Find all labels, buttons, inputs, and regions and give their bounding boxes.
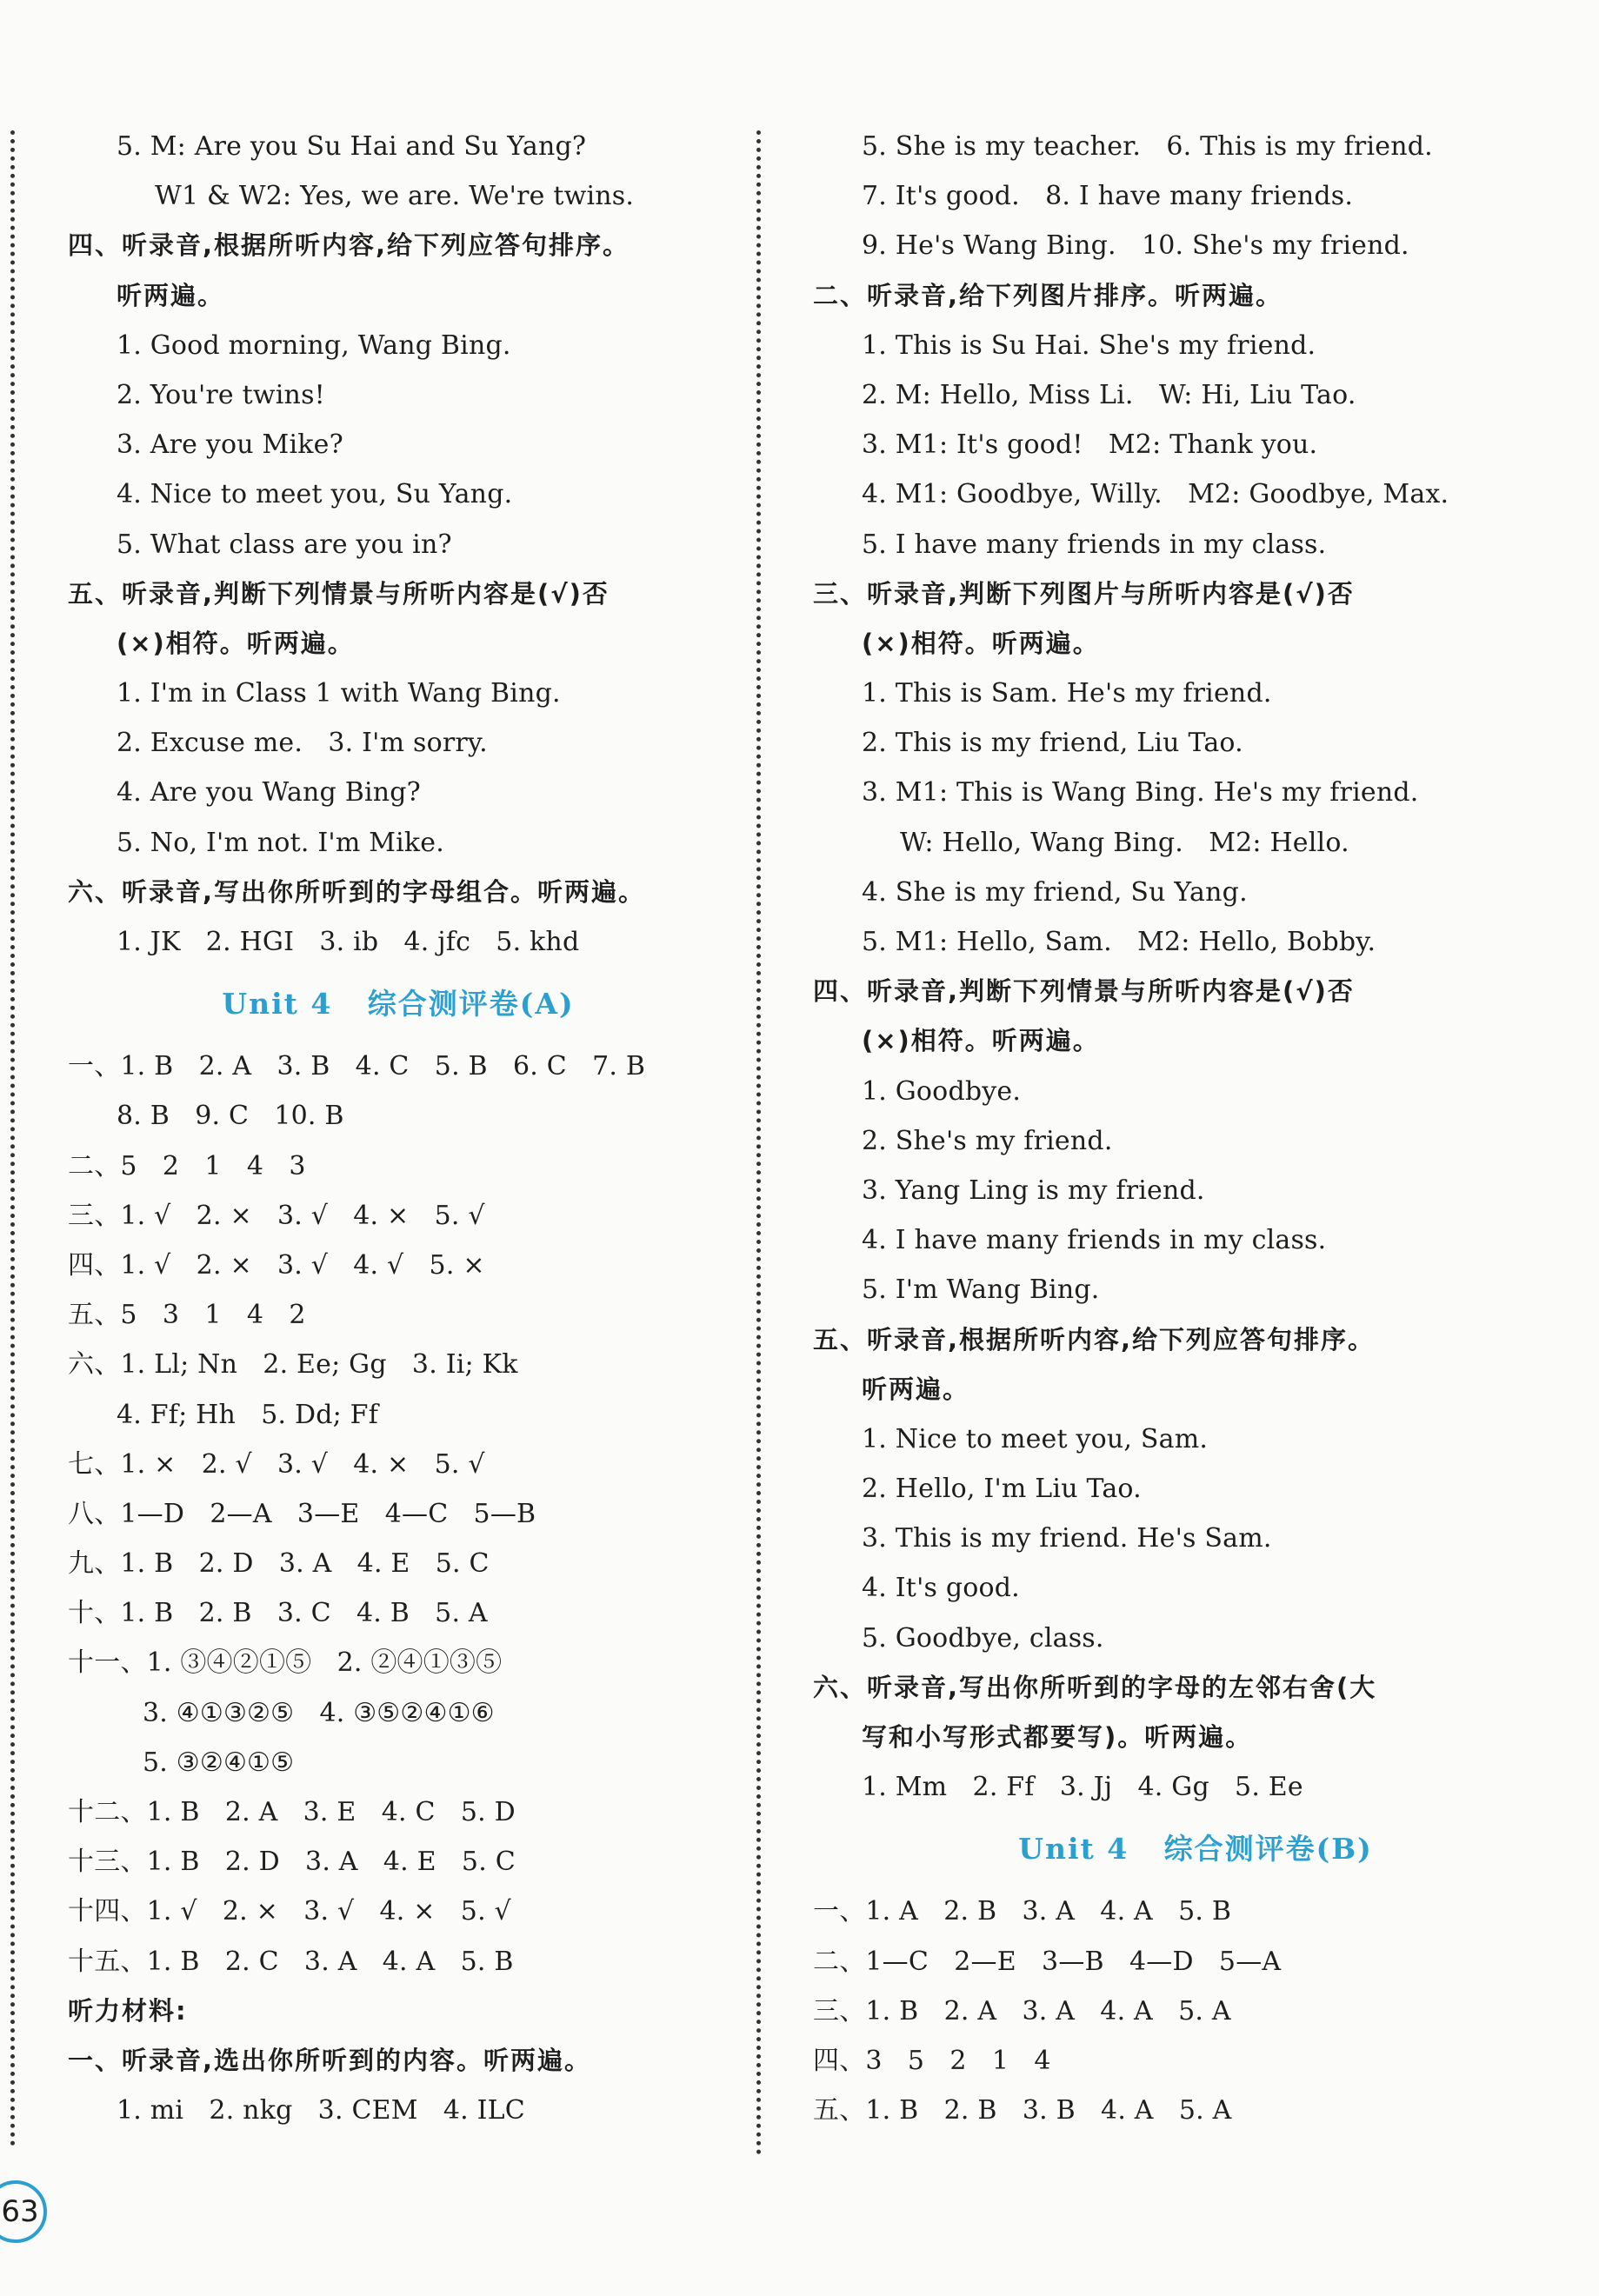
right-column-line-18: 四、听录音,判断下列情景与所听内容是(√)否 (813, 976, 1355, 1007)
right-column-line-19: (×)相符。听两遍。 (862, 1026, 1100, 1056)
right-column-line-40: 五、1. B 2. B 3. B 4. A 5. A (813, 2095, 1232, 2126)
right-column-line-17: 5. M1: Hello, Sam. M2: Hello, Bobby. (862, 927, 1376, 957)
right-column-line-2: 7. It's good. 8. I have many friends. (862, 181, 1354, 212)
right-column-line-21: 2. She's my friend. (862, 1125, 1113, 1156)
left-column-line-38: 听力材料: (68, 1995, 188, 2026)
right-column-line-23: 4. I have many friends in my class. (862, 1225, 1327, 1256)
left-column-line-4: 听两遍。 (117, 280, 225, 310)
right-column-line-10: 三、听录音,判断下列图片与所听内容是(√)否 (813, 578, 1355, 609)
left-column-line-14: 4. Are you Wang Bing? (117, 777, 421, 809)
left-column-line-8: 4. Nice to meet you, Su Yang. (117, 479, 513, 510)
right-column-line-39: 四、3 5 2 1 4 (813, 2045, 1051, 2076)
left-column-line-20: 8. B 9. C 10. B (117, 1101, 344, 1132)
left-column-line-37: 十五、1. B 2. C 3. A 4. A 5. B (68, 1946, 514, 1977)
left-column-line-39: 一、听录音,选出你所听到的内容。听两遍。 (68, 2045, 592, 2075)
right-column-line-7: 3. M1: It's good! M2: Thank you. (862, 429, 1318, 461)
right-column (813, 122, 1578, 2135)
right-column-line-4: 二、听录音,给下列图片排序。听两遍。 (813, 280, 1283, 310)
left-column-line-10: 五、听录音,判断下列情景与所听内容是(√)否 (68, 578, 610, 609)
left-column-line-15: 5. No, I'm not. I'm Mike. (117, 827, 444, 858)
left-column-line-30: 十、1. B 2. B 3. C 4. B 5. A (68, 1598, 488, 1629)
left-column-line-11: (×)相符。听两遍。 (117, 628, 355, 658)
left-column-line-9: 5. What class are you in? (117, 529, 452, 560)
right-column-line-8: 4. M1: Goodbye, Willy. M2: Goodbye, Max. (862, 479, 1449, 510)
left-column-line-22: 三、1. √ 2. × 3. √ 4. × 5. √ (68, 1200, 485, 1231)
right-column-line-24: 5. I'm Wang Bing. (862, 1274, 1100, 1306)
left-column-line-6: 2. You're twins! (117, 379, 325, 410)
left-column-line-25: 六、1. Ll; Nn 2. Ee; Gg 3. Ii; Kk (68, 1349, 518, 1381)
right-column-line-35: Unit 4 综合测评卷(B) (1018, 1832, 1373, 1867)
right-column-line-38: 三、1. B 2. A 3. A 4. A 5. A (813, 1995, 1231, 2026)
right-column-line-3: 9. He's Wang Bing. 10. She's my friend. (862, 230, 1409, 262)
right-column-line-30: 4. It's good. (862, 1573, 1020, 1604)
right-column-line-13: 2. This is my friend, Liu Tao. (862, 728, 1243, 759)
right-column-line-36: 一、1. A 2. B 3. A 4. A 5. B (813, 1896, 1232, 1927)
left-column-line-21: 二、5 2 1 4 3 (68, 1150, 306, 1181)
left-dotted-binding-line (10, 130, 15, 2147)
left-column-line-7: 3. Are you Mike? (117, 429, 343, 461)
right-column-line-1: 5. She is my teacher. 6. This is my friend. (862, 131, 1433, 162)
right-column-line-33: 写和小写形式都要写)。听两遍。 (862, 1722, 1253, 1752)
left-column-line-5: 1. Good morning, Wang Bing. (117, 329, 511, 361)
right-column-line-22: 3. Yang Ling is my friend. (862, 1175, 1205, 1206)
right-column-line-15: W: Hello, Wang Bing. M2: Hello. (900, 827, 1349, 858)
left-column-line-23: 四、1. √ 2. × 3. √ 4. √ 5. × (68, 1249, 485, 1281)
left-column-line-34: 十二、1. B 2. A 3. E 4. C 5. D (68, 1797, 516, 1827)
right-column-line-28: 2. Hello, I'm Liu Tao. (862, 1474, 1142, 1505)
left-column-line-24: 五、5 3 1 4 2 (68, 1300, 306, 1331)
left-column-line-31: 十一、1. ③④②①⑤ 2. ②④①③⑤ (68, 1647, 503, 1679)
center-dotted-divider (756, 130, 761, 2156)
right-column-line-12: 1. This is Sam. He's my friend. (862, 678, 1272, 709)
left-column-line-13: 2. Excuse me. 3. I'm sorry. (117, 728, 488, 759)
right-column-line-26: 听两遍。 (862, 1374, 970, 1404)
right-column-line-11: (×)相符。听两遍。 (862, 628, 1100, 658)
left-column-line-16: 六、听录音,写出你所听到的字母组合。听两遍。 (68, 876, 646, 907)
left-column-line-29: 九、1. B 2. D 3. A 4. E 5. C (68, 1548, 490, 1580)
right-column-line-5: 1. This is Su Hai. She's my friend. (862, 329, 1316, 361)
right-column-line-16: 4. She is my friend, Su Yang. (862, 876, 1248, 908)
left-column-line-32: 3. ④①③②⑤ 4. ③⑤②④①⑥ (143, 1697, 495, 1728)
right-column-line-20: 1. Goodbye. (862, 1075, 1022, 1107)
left-column (68, 122, 729, 2135)
page-number: 63 (1, 2194, 39, 2229)
left-column-line-19: 一、1. B 2. A 3. B 4. C 5. B 6. C 7. B (68, 1051, 646, 1082)
right-column-line-31: 5. Goodbye, class. (862, 1622, 1104, 1654)
left-column-line-36: 十四、1. √ 2. × 3. √ 4. × 5. √ (68, 1896, 511, 1927)
left-column-line-40: 1. mi 2. nkg 3. CEM 4. ILC (117, 2095, 525, 2126)
left-column-line-12: 1. I'm in Class 1 with Wang Bing. (117, 678, 561, 709)
right-column-line-29: 3. This is my friend. He's Sam. (862, 1523, 1272, 1554)
right-column-line-27: 1. Nice to meet you, Sam. (862, 1423, 1209, 1454)
right-column-line-9: 5. I have many friends in my class. (862, 529, 1327, 560)
right-column-line-32: 六、听录音,写出你所听到的字母的左邻右舍(大 (813, 1672, 1377, 1702)
left-column-line-28: 八、1—D 2—A 3—E 4—C 5—B (68, 1498, 536, 1529)
right-column-line-37: 二、1—C 2—E 3—B 4—D 5—A (813, 1946, 1282, 1977)
right-column-line-25: 五、听录音,根据所听内容,给下列应答句排序。 (813, 1324, 1376, 1354)
left-column-line-17: 1. JK 2. HGI 3. ib 4. jfc 5. khd (117, 927, 580, 957)
left-column-line-18: Unit 4 综合测评卷(A) (222, 987, 575, 1022)
right-column-line-6: 2. M: Hello, Miss Li. W: Hi, Liu Tao. (862, 379, 1356, 410)
left-column-line-35: 十三、1. B 2. D 3. A 4. E 5. C (68, 1847, 516, 1878)
right-column-line-14: 3. M1: This is Wang Bing. He's my friend. (862, 777, 1419, 809)
left-column-line-33: 5. ③②④①⑤ (143, 1747, 295, 1778)
page-number-badge (0, 2180, 47, 2243)
right-column-line-34: 1. Mm 2. Ff 3. Jj 4. Gg 5. Ee (862, 1772, 1303, 1803)
left-column-line-2: W1 & W2: Yes, we are. We're twins. (155, 181, 635, 212)
left-column-line-3: 四、听录音,根据所听内容,给下列应答句排序。 (68, 230, 630, 261)
left-column-line-27: 七、1. × 2. √ 3. √ 4. × 5. √ (68, 1448, 485, 1480)
left-column-line-1: 5. M: Are you Su Hai and Su Yang? (117, 131, 587, 162)
left-column-line-26: 4. Ff; Hh 5. Dd; Ff (117, 1399, 378, 1430)
